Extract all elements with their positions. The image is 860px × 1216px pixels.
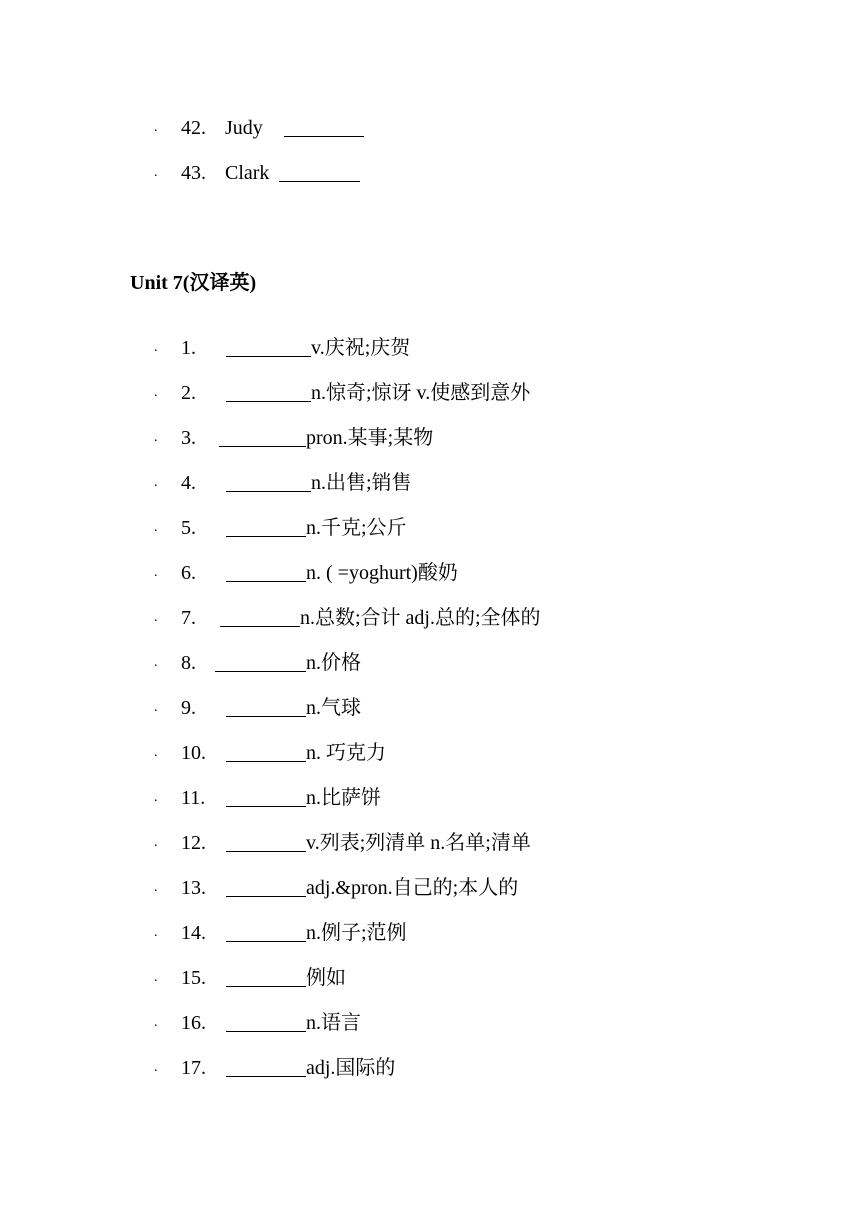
list-bullet: . [154,565,158,580]
list-bullet: . [154,165,158,180]
answer-blank[interactable] [219,424,306,447]
item-number: 10. [181,742,206,764]
answer-blank[interactable] [226,469,311,492]
item-meaning: n.出售;销售 [311,472,412,494]
answer-blank[interactable] [226,334,311,357]
answer-blank[interactable] [226,379,311,402]
item-number: 3. [181,427,196,449]
list-bullet: . [154,880,158,895]
list-bullet: . [154,340,158,355]
answer-blank[interactable] [215,649,306,672]
answer-blank[interactable] [220,604,300,627]
item-meaning: n.语言 [306,1012,361,1034]
item-meaning: v.庆祝;庆贺 [311,337,411,359]
item-meaning: n. ( =yoghurt)酸奶 [306,562,458,584]
answer-blank[interactable] [226,1054,306,1077]
list-bullet: . [154,520,158,535]
item-meaning: pron.某事;某物 [306,427,434,449]
item-meaning: adj.国际的 [306,1057,396,1079]
answer-blank[interactable] [226,784,306,807]
list-bullet: . [154,970,158,985]
item-meaning: n.惊奇;惊讶 v.使感到意外 [311,382,531,404]
item-number: 16. [181,1012,206,1034]
answer-blank[interactable] [226,874,306,897]
answer-blank[interactable] [226,919,306,942]
item-number: 13. [181,877,206,899]
item-number: 15. [181,967,206,989]
list-bullet: . [154,700,158,715]
item-meaning: n.例子;范例 [306,922,407,944]
answer-blank[interactable] [226,514,306,537]
item-number: 6. [181,562,196,584]
list-bullet: . [154,1015,158,1030]
item-meaning: n.比萨饼 [306,787,381,809]
item-number: 14. [181,922,206,944]
list-bullet: . [154,655,158,670]
answer-blank[interactable] [279,159,360,182]
item-name: Clark [225,162,270,184]
item-number: 8. [181,652,196,674]
list-bullet: . [154,475,158,490]
list-bullet: . [154,790,158,805]
item-number: 11. [181,787,206,809]
item-meaning: 例如 [306,967,346,989]
item-number: 1. [181,337,196,359]
list-bullet: . [154,1060,158,1075]
answer-blank[interactable] [226,1009,306,1032]
answer-blank[interactable] [226,964,306,987]
item-number: 9. [181,697,196,719]
item-meaning: n.千克;公斤 [306,517,407,539]
item-number: 42. [181,117,206,139]
item-meaning: n.气球 [306,697,361,719]
unit-heading: Unit 7(汉译英) [130,272,257,294]
item-meaning: adj.&pron.自己的;本人的 [306,877,519,899]
list-bullet: . [154,745,158,760]
answer-blank[interactable] [284,114,364,137]
item-name: Judy [225,117,263,139]
item-meaning: n. 巧克力 [306,742,386,764]
list-bullet: . [154,385,158,400]
list-bullet: . [154,925,158,940]
item-number: 12. [181,832,206,854]
list-bullet: . [154,120,158,135]
answer-blank[interactable] [226,694,306,717]
item-number: 43. [181,162,206,184]
item-meaning: n.价格 [306,652,361,674]
list-bullet: . [154,430,158,445]
answer-blank[interactable] [226,739,306,762]
list-bullet: . [154,835,158,850]
answer-blank[interactable] [226,559,306,582]
item-number: 7. [181,607,196,629]
item-number: 2. [181,382,196,404]
item-meaning: v.列表;列清单 n.名单;清单 [306,832,531,854]
item-meaning: n.总数;合计 adj.总的;全体的 [300,607,541,629]
list-bullet: . [154,610,158,625]
item-number: 4. [181,472,196,494]
answer-blank[interactable] [226,829,306,852]
item-number: 17. [181,1057,206,1079]
item-number: 5. [181,517,196,539]
